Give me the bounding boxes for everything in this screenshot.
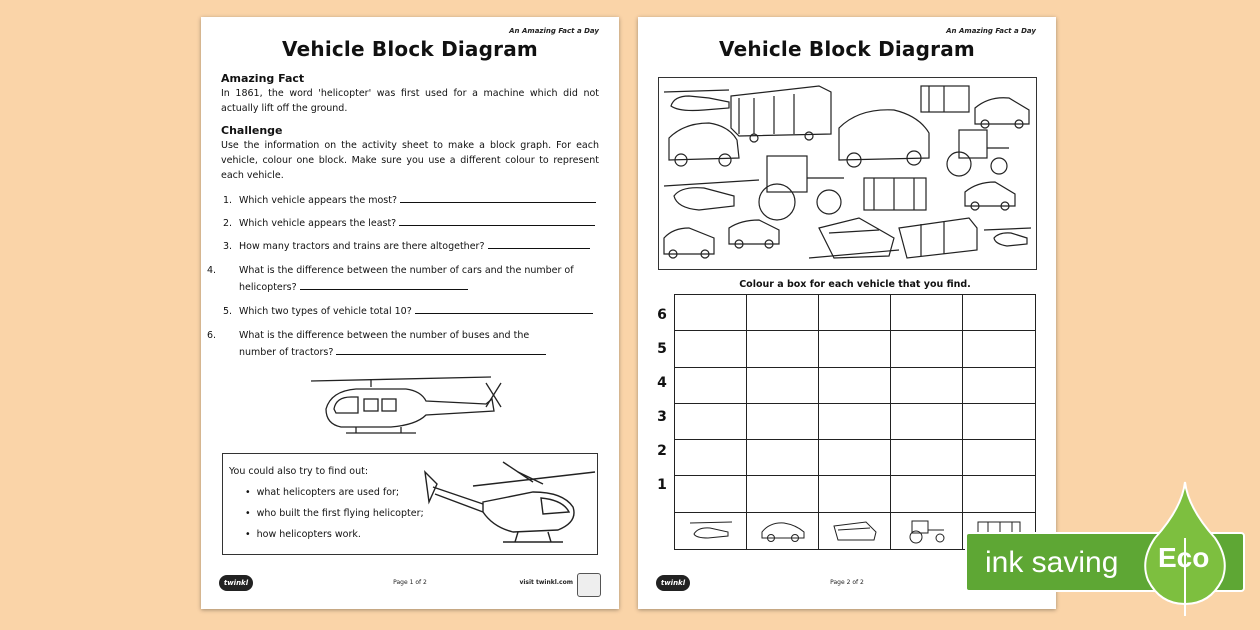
graph-block[interactable] xyxy=(819,331,891,367)
graph-block[interactable] xyxy=(963,404,1035,440)
graph-block[interactable] xyxy=(891,476,963,512)
graph-block[interactable] xyxy=(819,440,891,476)
worksheet-page-1 xyxy=(201,17,619,609)
car-icon xyxy=(839,110,929,167)
helicopter-icon xyxy=(296,369,521,445)
car-icon xyxy=(747,513,819,549)
site-link[interactable]: visit twinkl.com xyxy=(519,579,573,586)
graph-block[interactable] xyxy=(819,404,891,440)
helicopter-icon xyxy=(664,180,759,210)
graph-block[interactable] xyxy=(675,295,747,331)
worksheet-page-2 xyxy=(638,17,1056,609)
graph-block[interactable] xyxy=(747,331,819,367)
bus-icon xyxy=(921,86,969,112)
y-label: 3 xyxy=(657,409,667,425)
question-2 xyxy=(223,215,599,232)
footer xyxy=(219,575,601,595)
page-number: Page 1 of 2 xyxy=(393,579,427,586)
graph-block[interactable] xyxy=(747,295,819,331)
car-icon xyxy=(965,182,1015,210)
graph-block[interactable] xyxy=(747,476,819,512)
fact-text: In 1861, the word 'helicopter' was first used for a machine which did not actually lift off the ground. xyxy=(221,88,599,114)
question-number: 4. xyxy=(207,265,217,276)
graph-block[interactable] xyxy=(891,440,963,476)
question-text: What is the difference between the number of cars and the number of helicopters? xyxy=(239,265,574,293)
ink-saving-text: ink saving xyxy=(985,546,1119,579)
train-icon xyxy=(819,513,891,549)
question-5 xyxy=(223,303,599,320)
y-label: 6 xyxy=(657,307,667,323)
bus-icon xyxy=(899,218,977,258)
question-text: How many tractors and trains are there altogether? xyxy=(239,241,485,252)
vehicles-collage-icon xyxy=(659,78,1035,268)
question-number: 3. xyxy=(223,241,233,252)
answer-line[interactable] xyxy=(488,239,590,249)
page-number: Page 2 of 2 xyxy=(830,579,864,586)
question-number: 2. xyxy=(223,218,233,229)
question-number: 6. xyxy=(207,330,217,341)
tractor-icon xyxy=(947,130,1009,176)
header-tag: An Amazing Fact a Day xyxy=(946,27,1036,35)
y-label: 1 xyxy=(657,477,667,493)
question-number: 5. xyxy=(223,306,233,317)
tractor-icon xyxy=(891,513,963,549)
y-label: 5 xyxy=(657,341,667,357)
train-icon xyxy=(809,218,899,258)
graph-block[interactable] xyxy=(891,368,963,404)
car-icon xyxy=(664,228,714,258)
question-4 xyxy=(207,262,615,296)
graph-block[interactable] xyxy=(963,440,1035,476)
eco-label: Eco xyxy=(1158,542,1210,573)
bus-icon xyxy=(731,86,831,142)
graph-block[interactable] xyxy=(891,331,963,367)
graph-block[interactable] xyxy=(675,331,747,367)
graph-block[interactable] xyxy=(963,368,1035,404)
question-text: Which vehicle appears the least? xyxy=(239,218,397,229)
challenge-text: Use the information on the activity sheet to make a block graph. For each vehicle, colour one block. Make sure you use a different colour to represent each vehicle. xyxy=(221,140,599,181)
question-text: Which vehicle appears the most? xyxy=(239,195,397,206)
header-tag: An Amazing Fact a Day xyxy=(509,27,599,35)
graph-block[interactable] xyxy=(891,295,963,331)
graph-block[interactable] xyxy=(963,295,1035,331)
graph-block[interactable] xyxy=(675,476,747,512)
y-label: 2 xyxy=(657,443,667,459)
helicopter-icon xyxy=(984,228,1031,246)
grid-caption: Colour a box for each vehicle that you find. xyxy=(739,279,971,290)
graph-block[interactable] xyxy=(675,440,747,476)
list-item: • how helicopters work. xyxy=(245,524,424,545)
graph-block[interactable] xyxy=(675,368,747,404)
challenge-heading: Challenge xyxy=(221,124,283,137)
graph-block[interactable] xyxy=(747,440,819,476)
question-text: Which two types of vehicle total 10? xyxy=(239,306,412,317)
block-graph-grid xyxy=(674,294,1036,550)
find-out-list xyxy=(245,482,424,545)
answer-line[interactable] xyxy=(400,193,596,203)
helicopter-icon xyxy=(675,513,747,549)
question-text: What is the difference between the number of buses and the number of tractors? xyxy=(239,330,530,358)
car-icon xyxy=(729,220,779,248)
graph-block[interactable] xyxy=(747,404,819,440)
list-item: • who built the first flying helicopter; xyxy=(245,503,424,524)
answer-line[interactable] xyxy=(415,304,593,314)
tractor-icon xyxy=(759,156,844,220)
question-3 xyxy=(223,238,599,255)
question-6 xyxy=(207,327,559,361)
answer-line[interactable] xyxy=(300,280,468,290)
question-1 xyxy=(223,192,599,209)
helicopter-icon xyxy=(664,90,729,111)
helicopter-icon xyxy=(423,442,598,552)
graph-block[interactable] xyxy=(819,368,891,404)
page-title: Vehicle Block Diagram xyxy=(719,37,975,61)
car-icon xyxy=(975,98,1029,128)
graph-block[interactable] xyxy=(747,368,819,404)
answer-line[interactable] xyxy=(336,345,546,355)
find-out-intro: You could also try to find out: xyxy=(229,466,369,477)
vehicles-picture xyxy=(658,77,1037,270)
page-title: Vehicle Block Diagram xyxy=(282,37,538,61)
twinkl-logo: twinkl xyxy=(219,575,253,591)
graph-block[interactable] xyxy=(963,476,1035,512)
graph-block[interactable] xyxy=(675,404,747,440)
graph-block[interactable] xyxy=(819,476,891,512)
fact-heading: Amazing Fact xyxy=(221,72,305,85)
graph-block[interactable] xyxy=(819,295,891,331)
graph-block[interactable] xyxy=(891,404,963,440)
answer-line[interactable] xyxy=(399,216,595,226)
twinkl-logo: twinkl xyxy=(656,575,690,591)
bus-icon xyxy=(864,178,926,210)
graph-block[interactable] xyxy=(963,331,1035,367)
quality-badge-icon xyxy=(577,573,601,597)
list-item: • what helicopters are used for; xyxy=(245,482,424,503)
question-number: 1. xyxy=(223,195,233,206)
y-label: 4 xyxy=(657,375,667,391)
car-icon xyxy=(669,123,739,166)
